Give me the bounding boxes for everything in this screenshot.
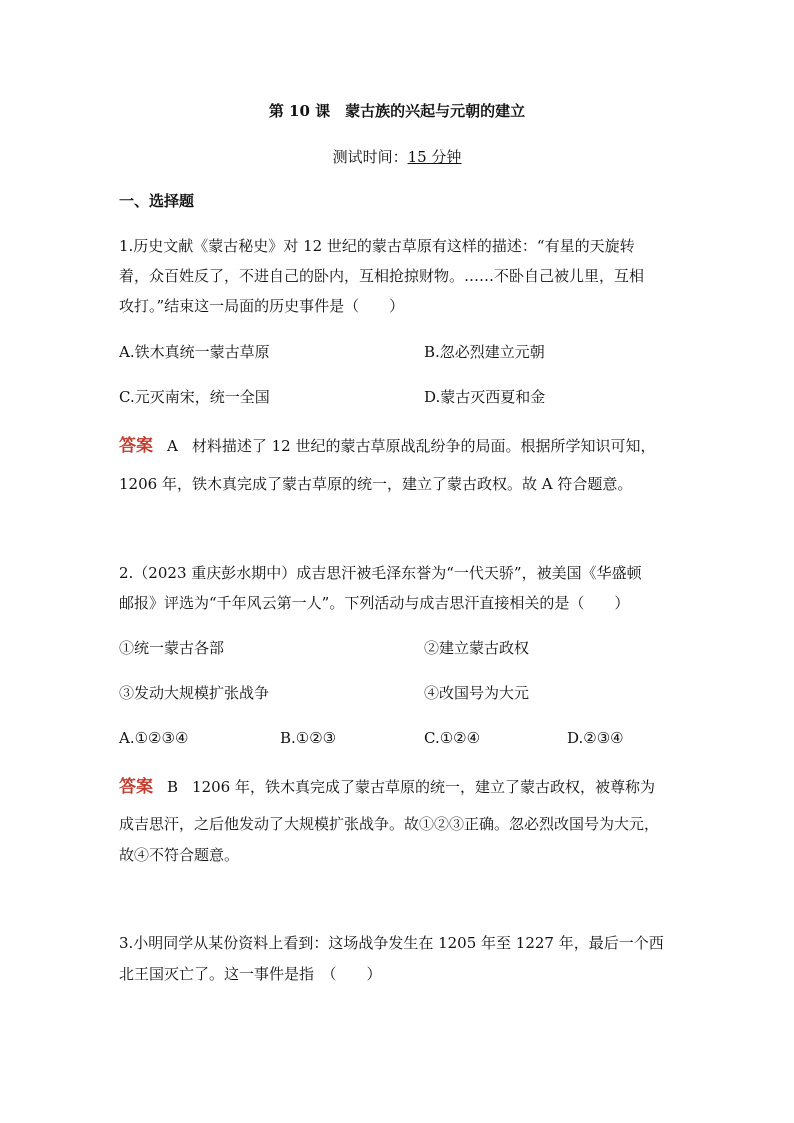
test-time-value: 15 分钟 <box>407 148 462 166</box>
page-title: 第 10 课 蒙古族的兴起与元朝的建立 <box>268 102 526 120</box>
question-2-option-d: D.②③④ <box>567 729 624 747</box>
answer-text: 1206 年，铁木真完成了蒙古草原的统一，建立了蒙古政权，被尊称为 <box>192 778 655 796</box>
question-1-option-c: C.元灭南宋，统一全国 <box>119 388 270 406</box>
question-2-item-2: ②建立蒙古政权 <box>424 639 530 657</box>
answer-text: 材料描述了 12 世纪的蒙古草原战乱纷争的局面。根据所学知识可知， <box>191 437 656 455</box>
question-3-stem-line-1: 3.小明同学从某份资料上看到：这场战争发生在 1205 年至 1227 年，最后一个西 <box>119 934 664 952</box>
answer-letter: B <box>167 778 179 796</box>
question-2-stem-line-2: 邮报》评选为“千年风云第一人”。下列活动与成吉思汗直接相关的是（ ） <box>119 594 630 612</box>
test-time-label: 测试时间： <box>332 148 408 166</box>
question-2-answer-line-1 <box>119 777 655 797</box>
question-2-answer-line-2: 成吉思汗，之后他发动了大规模扩张战争。故①②③正确。忽必烈改国号为大元， <box>119 815 660 833</box>
question-3-stem-line-2: 北王国灭亡了。这一事件是指 （ ） <box>119 965 382 983</box>
question-1-option-b: B.忽必烈建立元朝 <box>424 343 545 361</box>
question-1-stem-line-2: 着，众百姓反了，不进自己的卧内，互相抢掠财物。……不卧自己被儿里，互相 <box>119 267 645 285</box>
question-1-option-d: D.蒙古灭西夏和金 <box>424 388 546 406</box>
answer-label: 答案 <box>119 777 153 797</box>
question-1-option-a: A.铁木真统一蒙古草原 <box>119 343 270 361</box>
answer-letter: A <box>167 437 178 455</box>
question-2-item-1: ①统一蒙古各部 <box>119 639 225 657</box>
question-2-option-b: B.①②③ <box>280 729 337 747</box>
question-1-stem-line-1: 1.历史文献《蒙古秘史》对 12 世纪的蒙古草原有这样的描述：“有星的天旋转 <box>119 237 635 255</box>
question-2-option-a: A.①②③④ <box>119 729 189 747</box>
question-2-item-4: ④改国号为大元 <box>424 684 530 702</box>
answer-label: 答案 <box>119 436 153 456</box>
test-time <box>0 147 794 167</box>
question-2-option-c: C.①②④ <box>424 729 481 747</box>
question-1-answer-line-1 <box>119 436 655 456</box>
question-2-answer-line-3: 故④不符合题意。 <box>119 846 240 864</box>
question-2-item-3: ③发动大规模扩张战争 <box>119 684 270 702</box>
question-1-answer-line-2: 1206 年，铁木真完成了蒙古草原的统一，建立了蒙古政权。故 A 符合题意。 <box>119 475 633 493</box>
question-2-stem-line-1: 2.（2023 重庆彭水期中）成吉思汗被毛泽东誉为“一代天骄”，被美国《华盛顿 <box>119 564 642 582</box>
section-heading: 一、选择题 <box>119 192 195 210</box>
question-1-stem-line-3: 攻打。”结束这一局面的历史事件是（ ） <box>119 297 405 315</box>
